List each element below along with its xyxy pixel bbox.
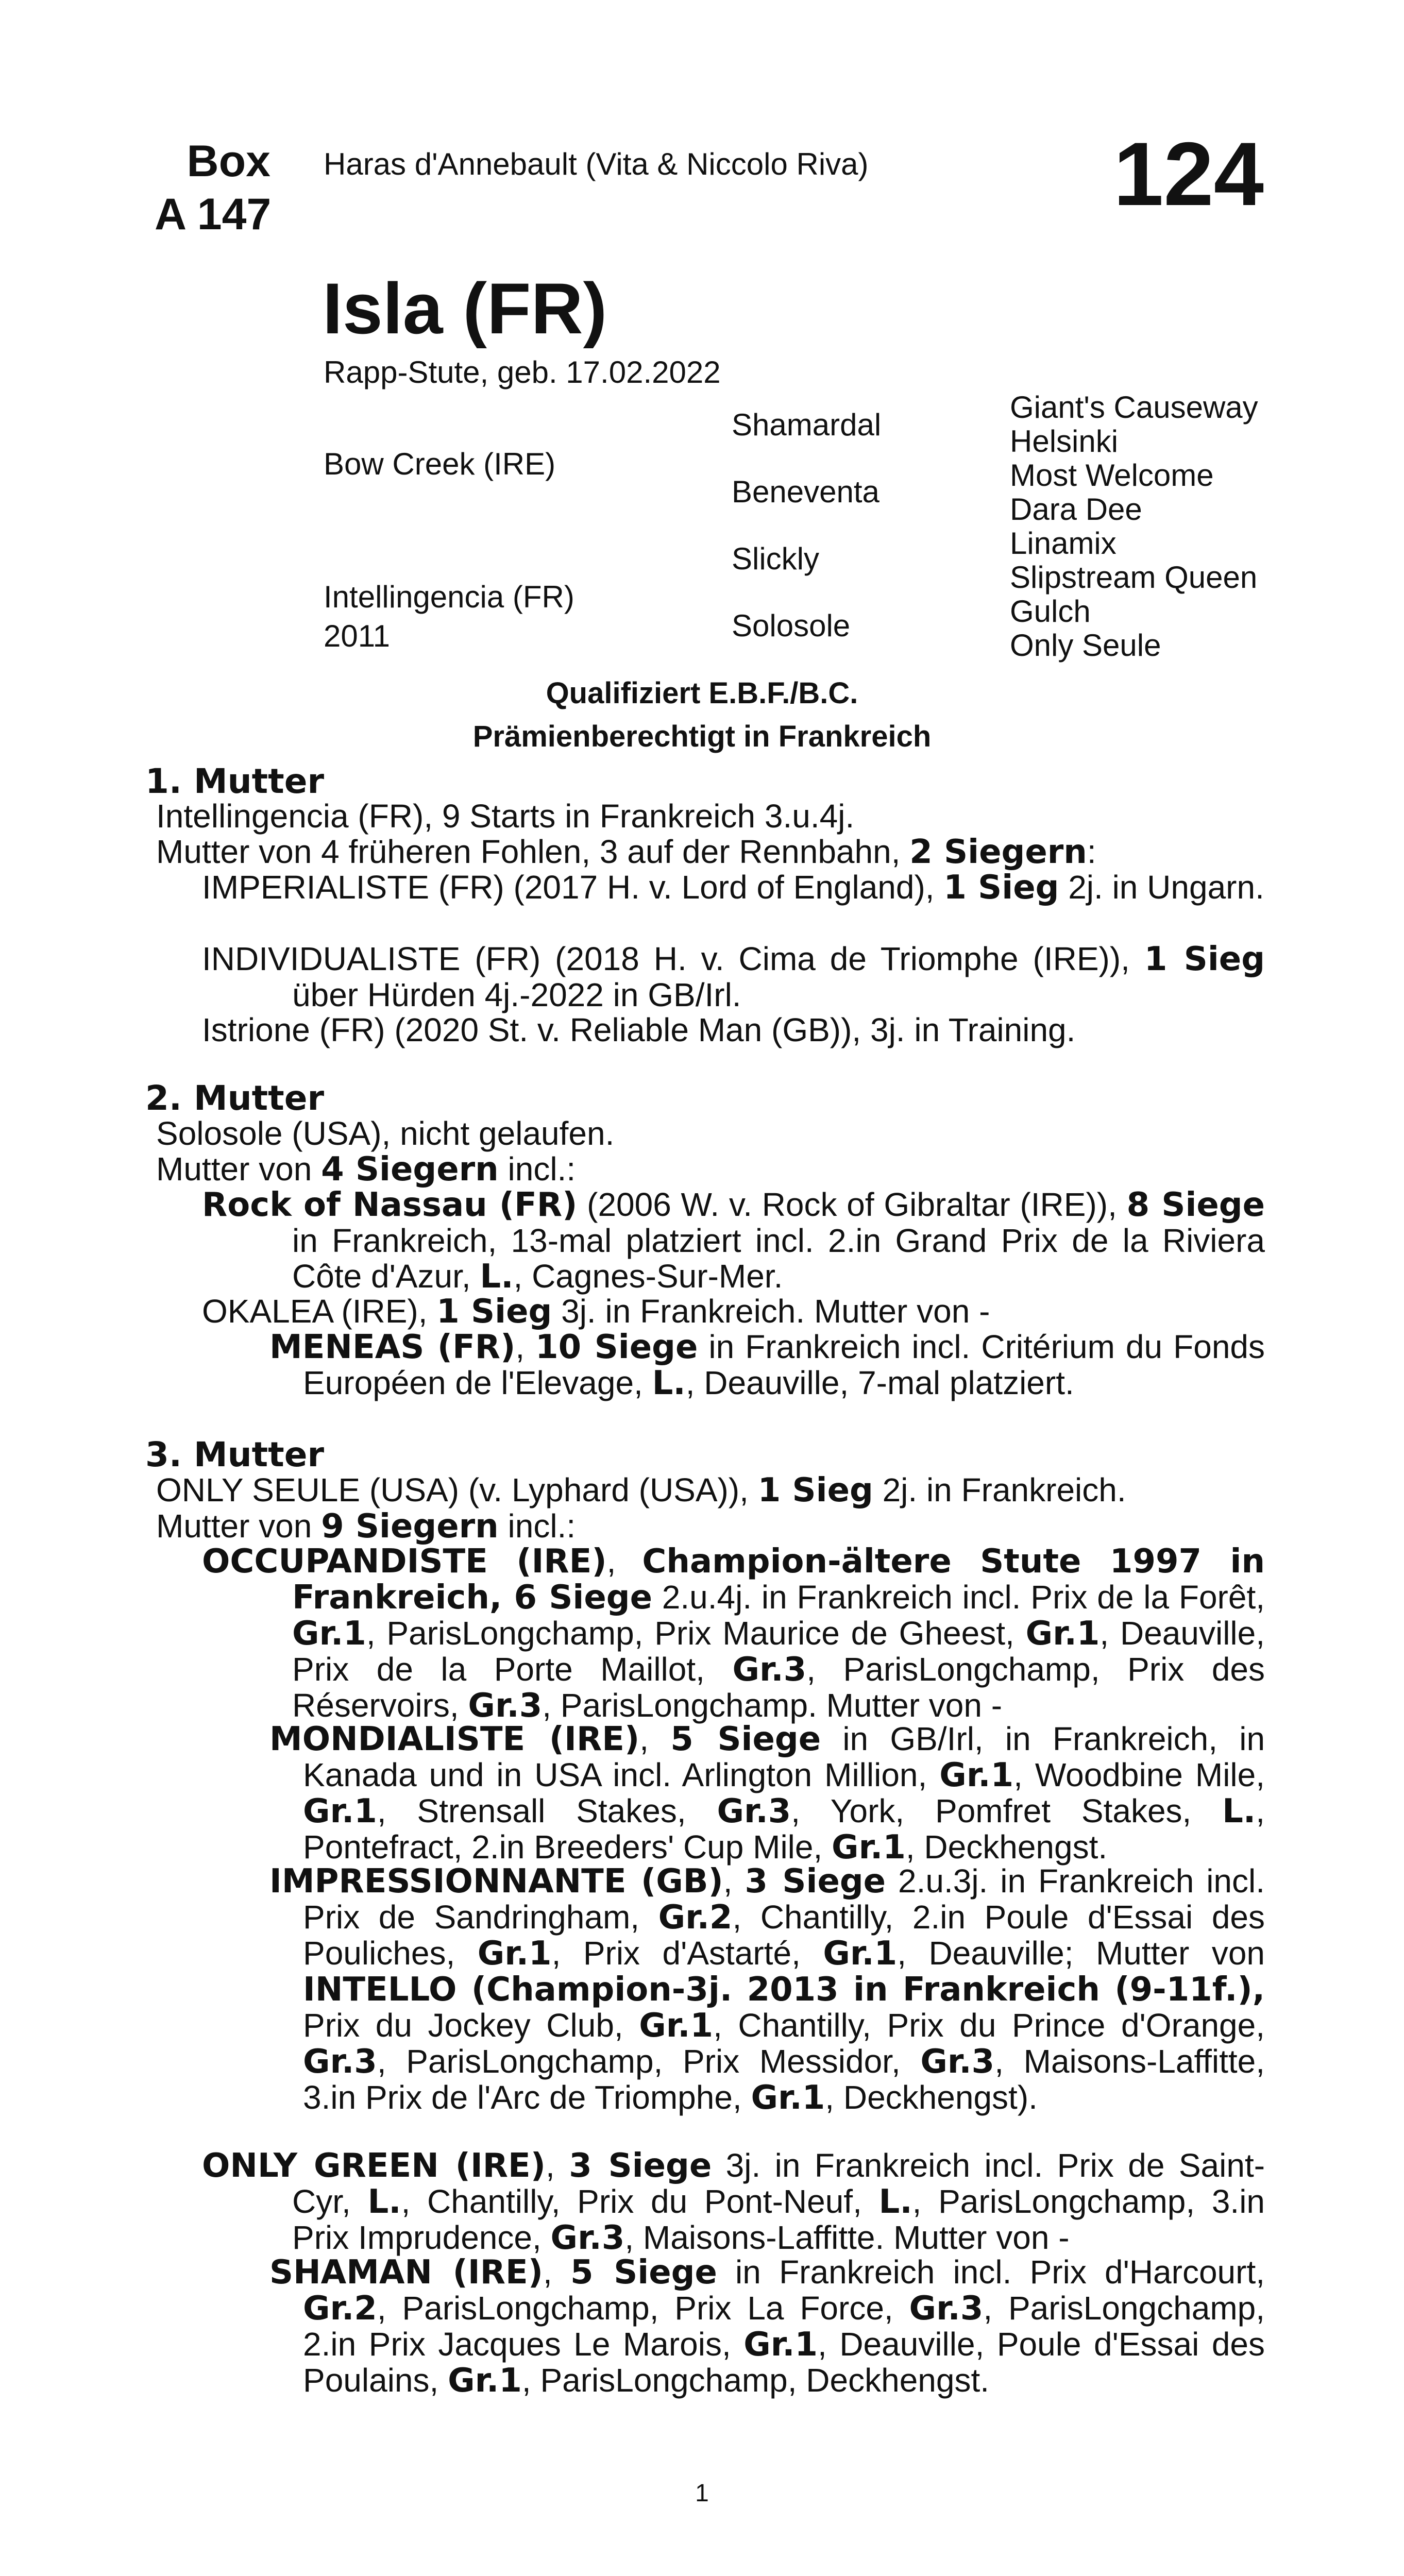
box-label: [155, 135, 270, 241]
mutter2-block: [156, 1116, 1260, 1188]
pedigree-ancestor: Slipstream Queen: [1010, 560, 1258, 595]
pedigree-dam-year: 2011: [324, 619, 391, 653]
pedigree-dam: Intellingencia (FR): [324, 580, 574, 614]
mutter3-shaman: SHAMAN (IRE), 5 Siege in Frankreich incl. Prix d'Harcourt, Gr.2, ParisLongchamp, Prix La Force, Gr.3, ParisLongchamp, 2.in Prix Jacques Le Marois, Gr.1, Deauville, Poule d'Essai des Poulains, Gr.1, ParisLongchamp, Deckhengst.: [269, 2253, 1265, 2400]
pedigree-sire-dam: Beneventa: [732, 474, 879, 509]
mutter3-intro: ONLY SEULE (USA) (v. Lyphard (USA)), 1 Sieg 2j. in Frankreich.: [156, 1471, 1126, 1510]
lot-number: 124: [1113, 124, 1264, 225]
mutter3-offspring-summary: Mutter von 9 Siegern incl.:: [156, 1507, 576, 1546]
mutter1-block: [156, 799, 1260, 870]
horse-description: Rapp-Stute, geb. 17.02.2022: [324, 355, 721, 389]
mutter1-foal-individualiste: INDIVIDUALISTE (FR) (2018 H. v. Cima de Triomphe (IRE)), 1 Sieg über Hürden 4j.-2022 in GB/Irl.: [202, 940, 1265, 1013]
pedigree-ancestor: Only Seule: [1010, 628, 1161, 663]
horse-name: Isla (FR): [323, 268, 607, 349]
pedigree-third-generation: [1010, 391, 1258, 663]
qualification-ebf: Qualifiziert E.B.F./B.C.: [546, 676, 858, 710]
mutter2-meneas: MENEAS (FR), 10 Siege in Frankreich incl. Critérium du Fonds Européen de l'Elevage, L., Deauville, 7-mal platziert.: [269, 1328, 1265, 1402]
pedigree-dam-dam: Solosole: [732, 608, 851, 643]
box-title: Box: [187, 137, 270, 186]
mutter2-offspring-summary: Mutter von 4 Siegern incl.:: [156, 1150, 576, 1189]
mutter1-foal-istrione: Istrione (FR) (2020 St. v. Reliable Man (GB)), 3j. in Training.: [202, 1011, 1076, 1048]
pedigree-ancestor: Gulch: [1010, 594, 1091, 629]
page-number: 1: [695, 2480, 709, 2507]
mutter3-occupandiste: OCCUPANDISTE (IRE), Champion-ältere Stute 1997 in Frankreich, 6 Siege 2.u.4j. in Frankreich incl. Prix de la Forêt, Gr.1, ParisLongchamp, Prix Maurice de Gheest, Gr.1, Deauville, Prix de la Porte Maillot, Gr.3, ParisLongchamp, Prix des Réservoirs, Gr.3, ParisLongchamp. Mutter von -: [202, 1543, 1265, 1725]
mutter3-block: [156, 1472, 1260, 1545]
mutter3-impressionnante: IMPRESSIONNANTE (GB), 3 Siege 2.u.3j. in Frankreich incl. Prix de Sandringham, Gr.2, Chantilly, 2.in Poule d'Essai des Pouliches, Gr.1, Prix d'Astarté, Gr.1, Deauville; Mutter von INTELLO (Champion-3j. 2013 in Frankreich (9-11f.), Prix du Jockey Club, Gr.1, Chantilly, Prix du Prince d'Orange, Gr.3, ParisLongchamp, Prix Messidor, Gr.3, Maisons-Laffitte, 3.in Prix de l'Arc de Triomphe, Gr.1, Deckhengst).: [269, 1862, 1265, 2117]
mutter3-only-green: ONLY GREEN (IRE), 3 Siege 3j. in Frankreich incl. Prix de Saint-Cyr, L., Chantilly, Prix du Pont-Neuf, L., ParisLongchamp, 3.in Prix Imprudence, Gr.3, Maisons-Laffitte. Mutter von -: [202, 2147, 1265, 2257]
qualification-premium: Prämienberechtigt in Frankreich: [472, 720, 932, 753]
mutter3-mondialiste: MONDIALISTE (IRE), 5 Siege in GB/Irl, in Frankreich, in Kanada und in USA incl. Arlington Million, Gr.1, Woodbine Mile, Gr.1, Strensall Stakes, Gr.3, York, Pomfret Stakes, L., Pontefract, 2.in Breeders' Cup Mile, Gr.1, Deckhengst.: [269, 1720, 1265, 1867]
pedigree-sire-sire: Shamardal: [732, 408, 882, 442]
pedigree-dam-sire: Slickly: [732, 541, 820, 576]
mutter2-okalea: OKALEA (IRE), 1 Sieg 3j. in Frankreich. Mutter von -: [202, 1293, 990, 1331]
mutter1-intro: Intellingencia (FR), 9 Starts in Frankreich 3.u.4j.: [156, 798, 855, 835]
section-heading-3: 3. Mutter: [145, 1435, 325, 1475]
pedigree-ancestor: Dara Dee: [1010, 492, 1142, 527]
pedigree-ancestor: Most Welcome: [1010, 458, 1214, 493]
pedigree-ancestor: Linamix: [1010, 526, 1117, 561]
mutter1-offspring-summary: Mutter von 4 früheren Fohlen, 3 auf der Rennbahn, 2 Siegern:: [156, 833, 1096, 871]
box-number: A 147: [155, 190, 272, 240]
mutter1-foal-imperialiste: IMPERIALISTE (FR) (2017 H. v. Lord of England), 1 Sieg 2j. in Ungarn.: [202, 869, 1264, 907]
mutter2-rock-of-nassau: Rock of Nassau (FR) (2006 W. v. Rock of Gibraltar (IRE)), 8 Siege in Frankreich, 13-mal platziert incl. 2.in Grand Prix de la Riviera Côte d'Azur, L., Cagnes-Sur-Mer.: [202, 1186, 1265, 1296]
section-heading-1: 1. Mutter: [145, 761, 325, 801]
pedigree-ancestor: Helsinki: [1010, 424, 1119, 459]
pedigree-sire: Bow Creek (IRE): [324, 447, 556, 481]
section-heading-2: 2. Mutter: [145, 1078, 325, 1118]
mutter2-intro: Solosole (USA), nicht gelaufen.: [156, 1115, 615, 1152]
pedigree-ancestor: Giant's Causeway: [1010, 390, 1258, 425]
breeder: Haras d'Annebault (Vita & Niccolo Riva): [324, 147, 869, 181]
